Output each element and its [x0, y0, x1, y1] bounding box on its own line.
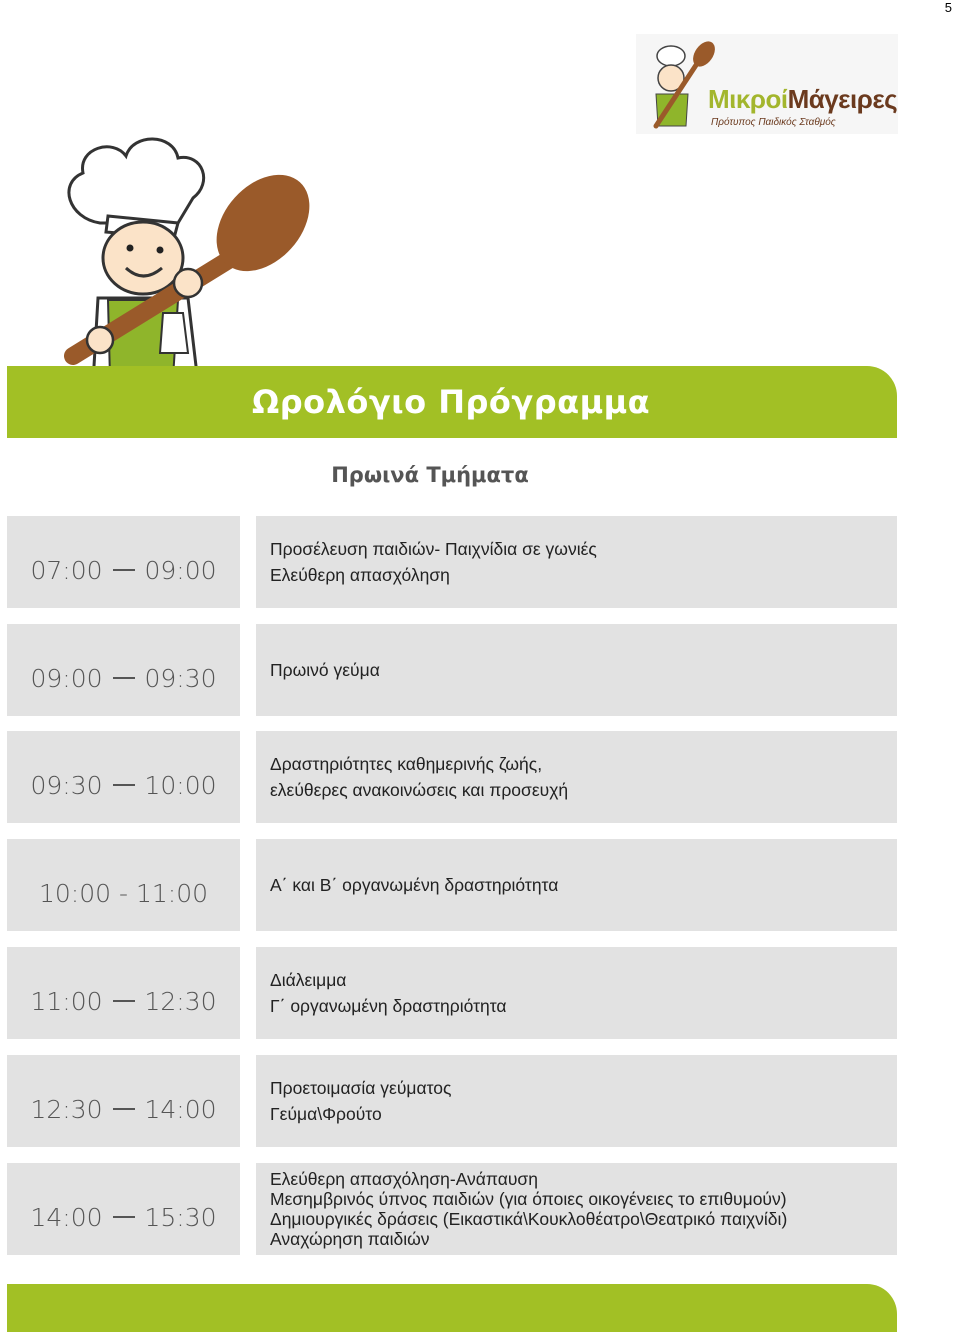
time-cell: 09:00 09:30: [7, 624, 240, 716]
bottom-band: [7, 1284, 897, 1332]
time-cell: 12:30 14:00: [7, 1055, 240, 1147]
page-number: 5: [944, 0, 952, 15]
activity-cell: [256, 1055, 897, 1147]
dash-separator: [113, 1108, 135, 1110]
activity-line: Ελεύθερη απασχόληση-Ανάπαυση: [270, 1169, 538, 1189]
logo-name: ΜικροίΜάγειρες: [708, 84, 898, 114]
activity-line: Δραστηριότητες καθημερινής ζωής,: [270, 754, 543, 774]
section-subtitle: Πρωινά Τμήματα: [331, 463, 529, 487]
logo: [636, 34, 898, 134]
dash-separator: [113, 677, 135, 679]
activity-line: Αναχώρηση παιδιών: [270, 1229, 430, 1249]
chef-illustration: [38, 128, 338, 398]
activity-line: Ελεύθερη απασχόληση: [270, 565, 450, 585]
activity-line: Προσέλευση παιδιών- Παιχνίδια σε γωνιές: [270, 539, 597, 559]
activity-cell: [256, 1163, 897, 1255]
activity-line: Μεσημβρινός ύπνος παιδιών (για όποιες οικογένειες το επιθυμούν): [270, 1189, 787, 1209]
activity-cell: [256, 624, 897, 716]
logo-tagline: Πρότυπος Παιδικός Σταθμός: [711, 117, 836, 128]
activity-cell: [256, 839, 897, 931]
activity-line: Α΄ και Β΄ οργανωμένη δραστηριότητα: [270, 875, 559, 895]
dash-separator: [113, 1216, 135, 1218]
activity-cell: [256, 516, 897, 608]
activity-cell: [256, 731, 897, 823]
dash-separator: [113, 569, 135, 571]
hyphen-separator: -: [118, 878, 129, 908]
activity-line: Γεύμα\Φρούτο: [270, 1104, 382, 1124]
activity-line: Διάλειμμα: [270, 970, 347, 990]
time-cell: 09:30 10:00: [7, 731, 240, 823]
time-cell: 11:00 12:30: [7, 947, 240, 1039]
activity-line: Γ΄ οργανωμένη δραστηριότητα: [270, 996, 507, 1016]
time-cell: 14:00 15:30: [7, 1163, 240, 1255]
activity-cell: [256, 947, 897, 1039]
dash-separator: [113, 784, 135, 786]
activity-line: Προετοιμασία γεύματος: [270, 1078, 452, 1098]
activity-line: Πρωινό γεύμα: [270, 660, 380, 680]
logo-chef-icon: [636, 34, 716, 134]
time-cell: 10:00 - 11:00: [7, 839, 240, 931]
activity-line: Δημιουργικές δράσεις (Εικαστικά\Κουκλοθέατρο\Θεατρικό παιχνίδι): [270, 1209, 788, 1229]
dash-separator: [113, 1000, 135, 1002]
activity-line: ελεύθερες ανακοινώσεις και προσευχή: [270, 780, 569, 800]
time-cell: 07:00 09:00: [7, 516, 240, 608]
page-title: Ωρολόγιο Πρόγραμμα: [252, 383, 651, 421]
